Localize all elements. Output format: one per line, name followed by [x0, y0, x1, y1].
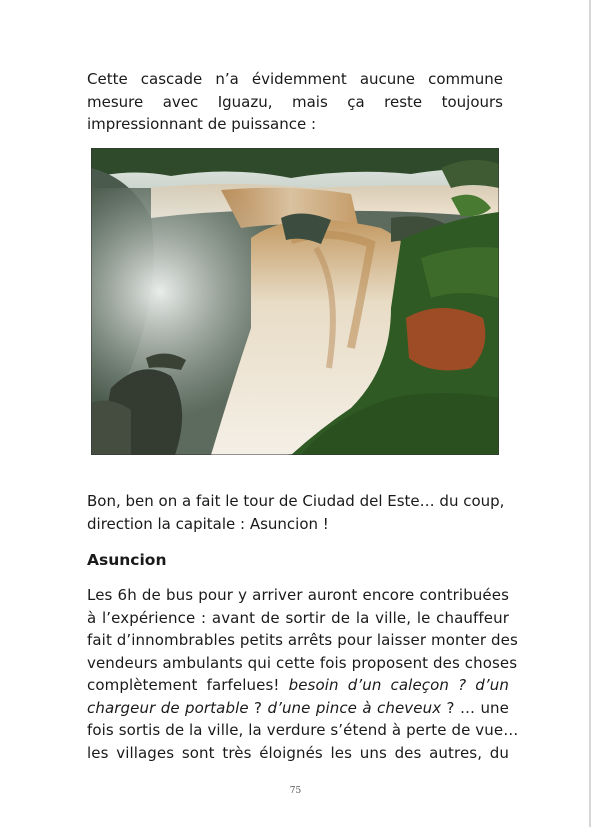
text-line: direction la capitale : Asuncion !: [87, 514, 329, 533]
text-line: mesure avec Iguazu, mais ça reste toujours: [87, 92, 503, 111]
text-line: vendeurs ambulants qui cette fois proposent des choses: [87, 653, 518, 672]
text-line: Les 6h de bus pour y arriver auront encore contribuées: [87, 586, 509, 604]
text-line: impressionnant de puissance :: [87, 115, 317, 133]
text-run: ? … une: [441, 698, 509, 717]
italic-run: d’une pince à cheveux: [267, 698, 442, 717]
asuncion-paragraph: [87, 584, 519, 764]
waterfall-illustration: [91, 148, 499, 455]
waterfall-photo: [91, 148, 499, 455]
italic-run: chargeur de portable: [87, 698, 249, 717]
text-line: à l’expérience : avant de sortir de la ville, le chauffeur: [87, 608, 509, 627]
italic-run: besoin d’un caleçon ? d’un: [288, 676, 509, 694]
text-line: Bon, ben on a fait le tour de Ciudad del Este… du coup,: [87, 492, 505, 510]
text-line: fois sortis de la ville, la verdure s’étend à perte de vue…: [87, 721, 519, 739]
text-line: fait d’innombrables petits arrêts pour laisser monter des: [87, 631, 518, 649]
text-run: complètement farfelues!: [87, 676, 289, 694]
text-line: Cette cascade n’a évidemment aucune commune: [87, 70, 503, 88]
text-line: [87, 697, 509, 720]
section-heading: Asuncion: [87, 551, 167, 569]
transition-paragraph: [87, 490, 503, 535]
text-line: les villages sont très éloignés les uns des autres, du: [87, 743, 509, 762]
intro-paragraph: [87, 68, 503, 136]
text-line: [87, 674, 509, 697]
page-number: 75: [289, 786, 302, 796]
text-run: ?: [248, 698, 268, 717]
